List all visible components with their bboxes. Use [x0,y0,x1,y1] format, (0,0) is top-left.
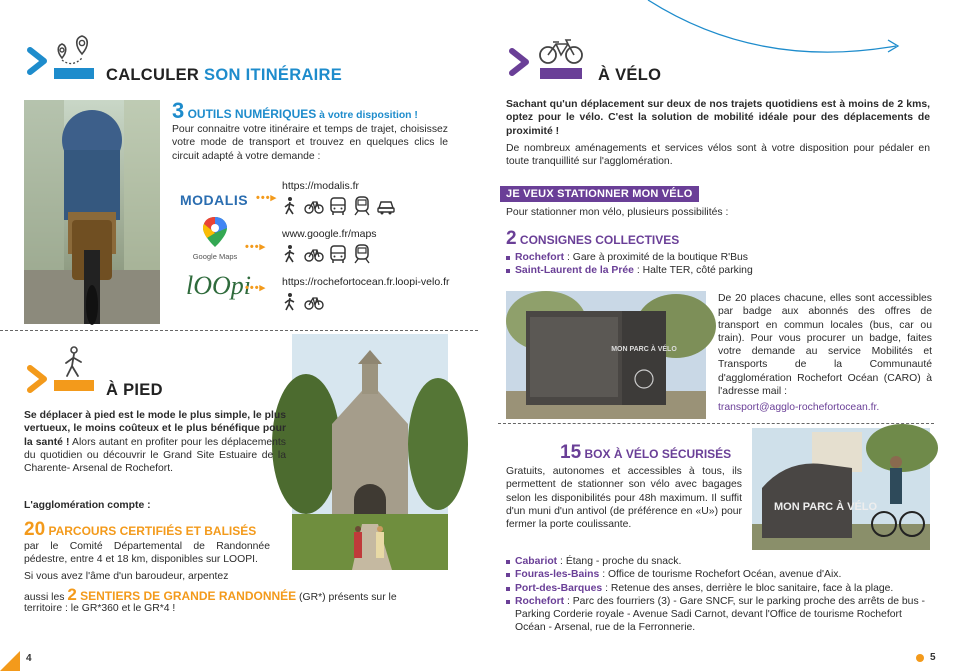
modalis-logo [180,190,249,210]
section-divider-right [498,423,934,424]
list-item: Saint-Laurent de la Prée : Halte TER, côté parking [506,264,926,277]
consignes-title: CONSIGNES COLLECTIVES [516,233,680,247]
contact-email[interactable]: transport@agglo-rochefortocean.fr. [718,402,880,413]
chevron-icon [24,46,52,76]
cyclist-photo [24,100,160,324]
chevron-icon [24,364,52,394]
section-divider-left [0,330,478,331]
modalis-modes [280,196,396,216]
gr-suffix: (GR*) présents sur le [296,592,397,603]
svg-text:MON PARC À VÉLO: MON PARC À VÉLO [774,501,878,513]
parcours-count: 20 [24,519,46,540]
list-item: Rochefort : Gare à proximité de la boutique R'Bus [506,251,926,264]
stationner-band: JE VEUX STATIONNER MON VÉLO [500,186,699,202]
loopi-logo [186,268,251,302]
tools-intro [172,100,458,122]
page-dot-right [916,654,924,662]
dots-1: •••▸ [256,192,278,204]
loopi-modes [280,292,324,312]
tools-title-suffix: à votre disposition ! [316,110,418,121]
bike-box-photo [752,428,930,550]
gr-count: 2 [67,585,77,604]
consignes-description: De 20 places chacune, elles sont accessibles par badge aux abonnés des offres de transport en commun locales (bus, car ou train). Pour vous procurer un badge, faites votre demande au service Mobilités et Transports de la Communauté d'agglomération Rochefort Océan (CARO) à l'adresse mail : [718,293,932,398]
agglo-compte: L'agglomération compte : [24,500,151,511]
chevron-icon [506,47,534,77]
google-maps-logo [188,215,242,263]
google-maps-modes [280,244,372,264]
section-title-a-pied: À PIED [106,381,163,399]
box-heading [560,442,760,464]
list-item: Cabariot : Étang - proche du snack. [506,555,930,568]
walk-icon [280,244,300,264]
section-title-a-velo: À VÉLO [598,66,662,84]
a-pied-intro-bold: Se déplacer à pied est le mode le plus simple, le plus vertueux, le moins coûteux et le plus bénéfique pour la santé ! [24,410,286,448]
velo-intro-bold: Sachant qu'un déplacement sur deux de nos trajets quotidiens est à moins de 2 kms, optez pour le vélo. C'est la solution de mobilité idéale pour des déplacements de proximité ! [506,99,930,137]
page-number-left: 4 [26,653,32,664]
velo-intro-text: De nombreux aménagements et services vélos sont à votre disposition pour pédaler en toute tranquillité sur l'agglomération. [506,143,930,168]
baroudeur-text: Si vous avez l'âme d'un baroudeur, arpentez [24,571,229,582]
list-item: Fouras-les-Bains : Office de tourisme Rochefort Océan, avenue d'Aix. [506,568,930,581]
section-title-itineraire [106,66,342,85]
loopi-url[interactable]: https://rochefortocean.fr.loopi-velo.fr [282,276,450,288]
walk-icon [280,292,300,312]
bike-icon [304,244,324,264]
svg-text:lOOpi: lOOpi [186,271,251,300]
svg-text:Google Maps: Google Maps [192,252,238,261]
bike-icon [304,196,324,216]
box-locations-list [506,555,930,635]
map-pin-route-icon [52,34,96,82]
svg-text:MODALIS: MODALIS [180,192,249,208]
train-icon [352,196,372,216]
dots-2: •••▸ [245,241,267,253]
consignes-list [506,251,926,278]
a-pied-intro [24,409,286,475]
page-number-right: 5 [930,652,936,663]
tools-title: OUTILS NUMÉRIQUES [184,107,317,121]
walk-icon [280,196,300,216]
walking-person-icon [52,344,96,394]
google-maps-url[interactable]: www.google.fr/maps [282,228,377,240]
parcours-title: PARCOURS CERTIFIÉS ET BALISÉS [45,524,257,538]
consignes-heading [506,228,806,250]
gr-list: territoire : le GR*360 et le GR*4 ! [24,603,176,614]
box-description: Gratuits, autonomes et accessibles à tous, ils permettent de stationner son vélo avec bagages selon les disponibilités pour 48h maximum. Il suffit d'un muni d'un antivol (de préférence en «U») pour fermer la porte coulissante. [506,466,742,531]
title-part1: CALCULER [106,66,205,84]
bus-icon [328,244,348,264]
gr-pre: aussi les [24,592,68,603]
parcours-description: par le Comité Départemental de Randonnée pédestre, entre 4 et 18 km, disponibles sur LOOPI. [24,541,270,566]
tools-count: 3 [172,98,185,123]
box-count: 15 [560,442,582,463]
bus-icon [328,196,348,216]
bike-icon [304,292,324,312]
title-part2: SON ITINÉRAIRE [204,66,343,84]
list-item: Rochefort : Parc des fourriers (3) - Gare SNCF, sur le parking proche des arrêts de bus - Parking Corderie royale - Avenue Sadi Carnot, devant l'Office de tourisme Rochefort Océan - Arsenal, rue de la Ferronnerie. [506,595,930,635]
decorative-arc [648,0,908,60]
a-pied-intro-rest: Alors autant en profiter pour les déplacements du quotidien ou découvrir le Grand Site Estuaire de la Charente- Arsenal de Rochefort. [24,436,286,475]
bicycle-icon [536,38,586,82]
gr-title: SENTIERS DE GRANDE RANDONNÉE [76,589,297,603]
page-corner-left [0,651,20,671]
right-page [478,0,956,671]
box-title: BOX À VÉLO SÉCURISÉS [581,447,732,461]
consignes-count: 2 [506,228,517,249]
dots-3: •••▸ [245,282,267,294]
parcours-heading [24,519,324,541]
car-icon [376,196,396,216]
list-item: Port-des-Barques : Retenue des anses, derrière le bloc sanitaire, face à la plage. [506,582,930,595]
tools-description: Pour connaitre votre itinéraire et temps de trajet, choisissez votre mode de transport et trouvez en quelques clics le circuit adapté à votre demande : [172,124,448,162]
locker-photo [506,291,706,419]
modalis-url[interactable]: https://modalis.fr [282,180,360,192]
stationner-text: Pour stationner mon vélo, plusieurs possibilités : [506,207,729,218]
train-icon [352,244,372,264]
svg-text:MON PARC À VÉLO: MON PARC À VÉLO [611,346,677,353]
